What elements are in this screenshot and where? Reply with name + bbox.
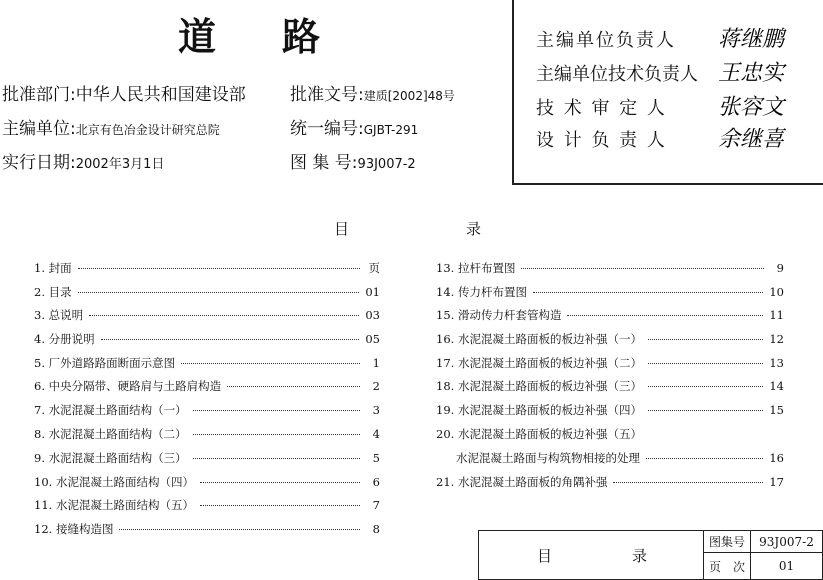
title-block-name xyxy=(478,530,704,580)
toc-item[interactable]: 2. 目录 01 xyxy=(34,285,380,299)
title-block-page-label: 页 次 xyxy=(703,552,751,580)
responsibility-role-4: 设 计 负 责 人 xyxy=(536,130,667,151)
toc-heading-left: 目 xyxy=(334,220,350,238)
toc-item[interactable]: 18. 水泥混凝土路面板的板边补强（三） 14 xyxy=(436,379,784,393)
unified-no-row xyxy=(290,114,418,139)
toc-item[interactable]: 9. 水泥混凝土路面结构（三） 5 xyxy=(34,451,380,465)
responsibility-signature-3: 张容文 xyxy=(718,95,785,120)
title-block-name-left: 目 xyxy=(537,546,553,565)
approval-doc-value: 建质[2002]48号 xyxy=(363,89,455,103)
toc-item[interactable]: 19. 水泥混凝土路面板的板边补强（四） 15 xyxy=(436,403,784,417)
toc-item[interactable]: 21. 水泥混凝土路面板的角隅补强 17 xyxy=(436,475,784,489)
atlas-no-value: 93J007-2 xyxy=(357,157,416,172)
toc-item[interactable]: 5. 厂外道路路面断面示意图 1 xyxy=(34,356,380,370)
approval-doc-row xyxy=(290,80,455,105)
responsibility-role-1: 主编单位负责人 xyxy=(536,30,676,51)
responsibility-signature-2: 王忠实 xyxy=(718,61,785,86)
effective-date-label: 实行日期: xyxy=(2,153,76,173)
title-block-atlas-value: 93J007-2 xyxy=(750,530,823,553)
unified-no-label: 统一编号: xyxy=(290,119,364,139)
title-block-page-value: 01 xyxy=(750,552,823,580)
toc-item[interactable]: 17. 水泥混凝土路面板的板边补强（二） 13 xyxy=(436,356,784,370)
editor-unit-row xyxy=(2,114,220,139)
toc-item[interactable]: 10. 水泥混凝土路面结构（四） 6 xyxy=(34,475,380,489)
title-block-atlas-label: 图集号 xyxy=(703,530,751,553)
responsibility-signature-1: 蒋继鹏 xyxy=(718,27,785,52)
toc-item[interactable]: 12. 接缝构造图 8 xyxy=(34,522,380,536)
responsibility-signature-4: 余继喜 xyxy=(718,127,785,152)
approval-dept-value: 中华人民共和国建设部 xyxy=(75,85,246,105)
toc-item[interactable]: 7. 水泥混凝土路面结构（一） 3 xyxy=(34,403,380,417)
toc-item[interactable]: 20. 水泥混凝土路面板的板边补强（五） xyxy=(436,427,642,441)
toc-item[interactable]: 13. 拉杆布置图 9 xyxy=(436,261,784,275)
toc-item[interactable]: 1. 封面 页 xyxy=(34,261,380,275)
responsibility-role-2: 主编单位技术负责人 xyxy=(536,64,698,85)
approval-doc-label: 批准文号: xyxy=(290,85,364,105)
effective-date-value: 2002年3月1日 xyxy=(75,157,165,172)
approval-dept-row xyxy=(2,80,246,105)
unified-no-value: GJBT-291 xyxy=(363,123,419,137)
title-block-name-right: 录 xyxy=(632,546,648,565)
header-divider-horizontal xyxy=(512,183,823,185)
responsibility-role-3: 技 术 审 定 人 xyxy=(536,98,667,119)
editor-unit-label: 主编单位: xyxy=(2,119,76,139)
toc-item[interactable]: 15. 滑动传力杆套管构造 11 xyxy=(436,308,784,322)
page-title-char-2: 路 xyxy=(282,15,323,59)
toc-item[interactable]: 14. 传力杆布置图 10 xyxy=(436,285,784,299)
approval-dept-label: 批准部门: xyxy=(2,85,76,105)
page-title-char-1: 道 xyxy=(178,15,219,59)
atlas-no-label: 图 集 号: xyxy=(290,153,358,173)
toc-item[interactable]: 3. 总说明 03 xyxy=(34,308,380,322)
effective-date-row xyxy=(2,148,164,173)
toc-item[interactable]: 16. 水泥混凝土路面板的板边补强（一） 12 xyxy=(436,332,784,346)
atlas-no-row xyxy=(290,148,416,173)
toc-heading-right: 录 xyxy=(466,220,482,238)
toc-item[interactable]: 6. 中央分隔带、硬路肩与土路肩构造 2 xyxy=(34,379,380,393)
editor-unit-value: 北京有色冶金设计研究总院 xyxy=(75,123,220,137)
toc-item[interactable]: 水泥混凝土路面与构筑物相接的处理 16 xyxy=(456,451,784,465)
toc-item[interactable]: 4. 分册说明 05 xyxy=(34,332,380,346)
header-divider-vertical xyxy=(512,0,514,184)
toc-item[interactable]: 8. 水泥混凝土路面结构（二） 4 xyxy=(34,427,380,441)
toc-item[interactable]: 11. 水泥混凝土路面结构（五） 7 xyxy=(34,498,380,512)
